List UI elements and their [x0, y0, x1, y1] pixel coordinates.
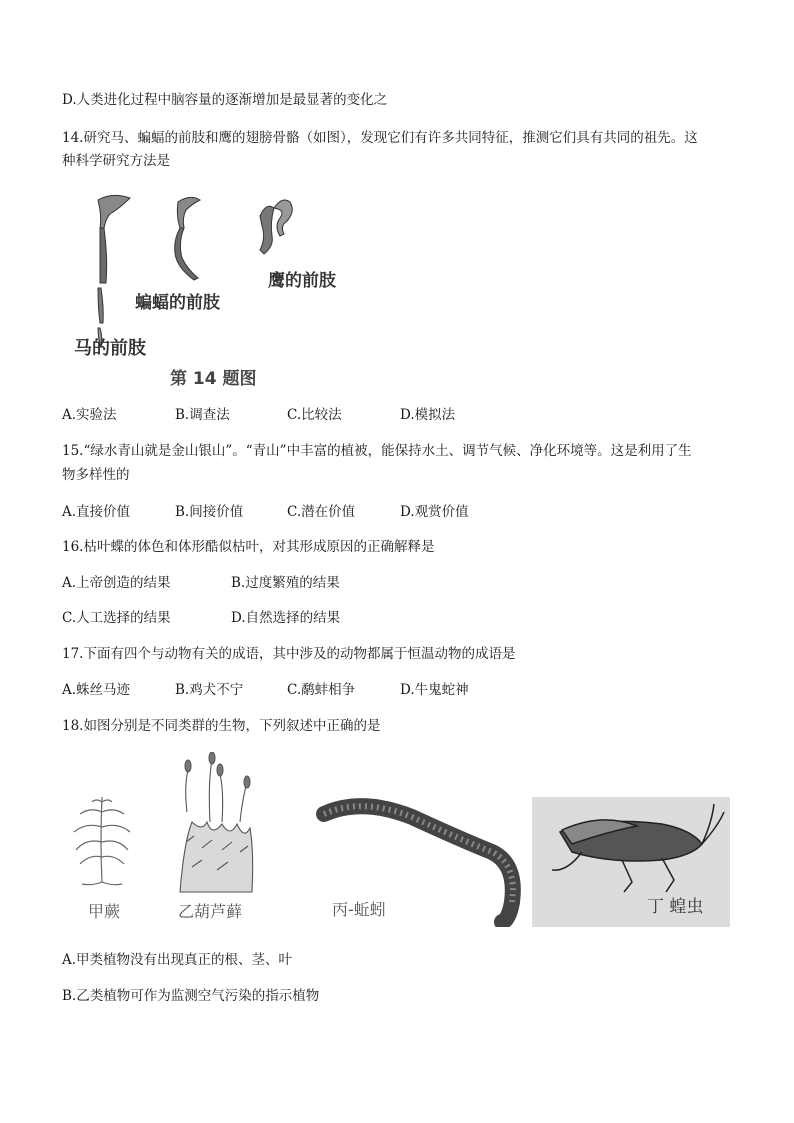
q16-option-a: A.上帝创造的结果	[62, 575, 171, 591]
organisms-illustration	[62, 752, 730, 927]
q14-option-b: B.调查法	[175, 407, 230, 423]
q13-option-d: D.人类进化过程中脑容量的逐渐增加是最显著的变化之	[62, 92, 388, 108]
q14-option-c: C.比较法	[287, 407, 342, 423]
q15-stem-line2: 物多样性的	[62, 467, 130, 483]
fern-icon	[74, 797, 130, 885]
figure-caption: 第 14 题图	[170, 369, 257, 388]
forelimb-bones-illustration	[60, 188, 380, 388]
q17-option-d: D.牛鬼蛇神	[400, 682, 469, 698]
horse-forelimb-icon	[98, 195, 130, 348]
q15-option-b: B.间接价值	[175, 504, 244, 520]
q14-stem-line2: 种科学研究方法是	[62, 153, 170, 169]
bat-forelimb-icon	[175, 197, 200, 280]
eagle-label: 鹰的前肢	[268, 271, 336, 291]
q14-option-a: A.实验法	[62, 407, 117, 423]
q16-option-b: B.过度繁殖的结果	[231, 575, 340, 591]
q16-option-d: D.自然选择的结果	[231, 610, 341, 626]
q15-option-a: A.直接价值	[62, 504, 131, 520]
q17-stem: 17.下面有四个与动物有关的成语，其中涉及的动物都属于恒温动物的成语是	[62, 646, 516, 662]
q15-option-d: D.观赏价值	[400, 504, 469, 520]
q16-stem: 16.枯叶蝶的体色和体形酷似枯叶，对其形成原因的正确解释是	[62, 539, 435, 555]
q18-stem: 18.如图分别是不同类群的生物，下列叙述中正确的是	[62, 718, 381, 734]
q17-option-b: B.鸡犬不宁	[175, 682, 244, 698]
q14-stem-line1: 14.研究马、蝙蝠的前肢和鹰的翅膀骨骼（如图），发现它们有许多共同特征，推测它们具有共同的祖先。这	[62, 130, 698, 146]
moss-icon	[180, 752, 253, 892]
eagle-forelimb-icon	[260, 200, 292, 254]
bat-label: 蝙蝠的前肢	[135, 293, 220, 313]
moss-label: 乙葫芦藓	[178, 902, 243, 921]
q15-stem-line1: 15.“绿水青山就是金山银山”。“青山”中丰富的植被，能保持水土、调节气候、净化环境等。这是利用了生	[62, 443, 692, 459]
q15-option-c: C.潜在价值	[287, 504, 356, 520]
horse-label: 马的前肢	[74, 338, 146, 359]
q16-option-c: C.人工选择的结果	[62, 610, 171, 626]
q18-option-b: B.乙类植物可作为监测空气污染的指示植物	[62, 988, 320, 1004]
locust-label: 丁 蝗虫	[647, 897, 704, 917]
fern-label: 甲蕨	[88, 902, 121, 921]
q14-forelimb-figure	[60, 188, 380, 388]
q18-option-a: A.甲类植物没有出现真正的根、茎、叶	[62, 952, 293, 968]
q17-option-c: C.鹬蚌相争	[287, 682, 356, 698]
earthworm-label: 丙-蚯蚓	[332, 900, 386, 919]
q17-option-a: A.蛛丝马迹	[62, 682, 131, 698]
q14-option-d: D.模拟法	[400, 407, 456, 423]
q18-organisms-figure	[62, 752, 730, 927]
